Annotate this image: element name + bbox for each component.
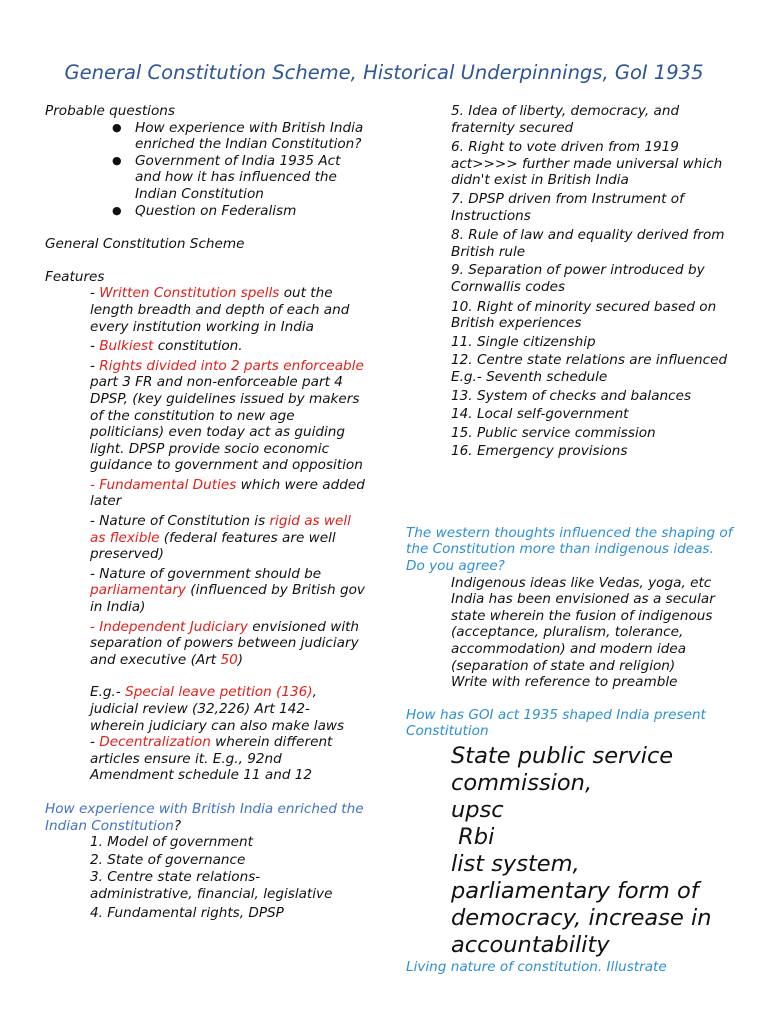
experience-heading: How experience with British India enriched the Indian Constitution? <box>45 800 364 834</box>
feature-item: - Nature of government should be parliamentary (influenced by British gov in India) <box>90 565 365 616</box>
scheme-heading: General Constitution Scheme <box>45 236 245 253</box>
goi-act-heading: How has GOI act 1935 shaped India present Constitution <box>406 706 706 740</box>
answer-line: Indigenous ideas like Vedas, yoga, etc <box>451 574 712 591</box>
feature-item: - Fundamental Duties which were added later <box>90 476 365 510</box>
list-item: 5. Idea of liberty, democracy, and fraternity secured <box>451 103 680 136</box>
feature-item: - Nature of Constitution is rigid as well as flexible (federal features are well preserved) <box>90 513 351 563</box>
answer-line: State public service commission, <box>451 743 674 796</box>
list-item: 8. Rule of law and equality derived from British rule <box>451 227 725 260</box>
feature-item: - Bulkiest constitution. <box>90 338 243 355</box>
feature-item: - Independent Judiciary envisioned with separation of powers between judiciary and executive (Art 50) <box>90 618 360 668</box>
bullet-icon: ● <box>112 153 122 167</box>
bullet-icon: ● <box>112 120 122 134</box>
list-item: 15. Public service commission <box>451 424 656 441</box>
list-item: 10. Right of minority secured based on British experiences <box>451 298 717 332</box>
probable-questions-list <box>45 120 365 220</box>
answer-line: Rbi <box>451 824 495 850</box>
list-item: 11. Single citizenship <box>451 333 596 350</box>
feature-item: - Decentralization wherein different articles ensure it. E.g., 92nd Amendment schedule 11 and 12 <box>90 734 333 784</box>
feature-item: - Rights divided into 2 parts enforceable part 3 FR and non-enforceable part 4 DPSP, (key guidelines issued by makers of the constitution to new age politicians) even today act as guiding light. DPSP provide socio economic guidance to government and opposition <box>90 357 364 474</box>
list-item: 9. Separation of power introduced by Cornwallis codes <box>451 262 705 295</box>
list-item: 3. Centre state relations- administrative, financial, legislative <box>90 869 333 902</box>
list-item: 13. System of checks and balances <box>451 387 692 404</box>
list-item: ● Government of India 1935 Act and how it has influenced the Indian Constitution <box>112 152 341 202</box>
list-item: 12. Centre state relations are influenced E.g.- Seventh schedule <box>451 352 728 385</box>
list-item: ● Question on Federalism <box>112 202 297 219</box>
left-column <box>45 103 365 921</box>
answer-line: upsc <box>451 797 504 823</box>
page-title: General Constitution Scheme, Historical Underpinnings, GoI 1935 <box>64 61 704 84</box>
bullet-icon: ● <box>112 203 122 217</box>
features-heading: Features <box>45 268 105 285</box>
probable-questions-heading: Probable questions <box>45 103 175 119</box>
feature-item: E.g.- Special leave petition (136), judicial review (32,226) Art 142- wherein judiciary can also make laws <box>90 684 345 734</box>
answer-line: Write with reference to preamble <box>451 674 678 691</box>
answer-line: list system, parliamentary form of democracy, increase in accountability <box>451 851 712 958</box>
feature-item: - Written Constitution spells out the length breadth and depth of each and every institution working in India <box>90 285 350 335</box>
list-item: ● How experience with British India enriched the Indian Constitution? <box>112 119 364 153</box>
right-column <box>406 103 736 976</box>
answer-line: India has been envisioned as a secular state wherein the fusion of indigenous (acceptance, pluralism, tolerance, accommodation) and modern idea (separation of state and religion) <box>451 591 715 674</box>
western-thoughts-heading: The western thoughts influenced the shaping of the Constitution more than indigenous ideas. Do you agree? <box>406 524 733 575</box>
list-item: 14. Local self-government <box>451 406 629 423</box>
list-item: 16. Emergency provisions <box>451 443 628 460</box>
list-item: 7. DPSP driven from Instrument of Instructions <box>451 190 684 224</box>
list-item: 6. Right to vote driven from 1919 act>>>> further made universal which didn't exist in British India <box>451 139 723 189</box>
living-nature-heading: Living nature of constitution. Illustrate <box>406 959 667 975</box>
list-item: 4. Fundamental rights, DPSP <box>90 904 284 921</box>
list-item: 1. Model of government <box>90 834 253 851</box>
list-item: 2. State of governance <box>90 851 246 868</box>
